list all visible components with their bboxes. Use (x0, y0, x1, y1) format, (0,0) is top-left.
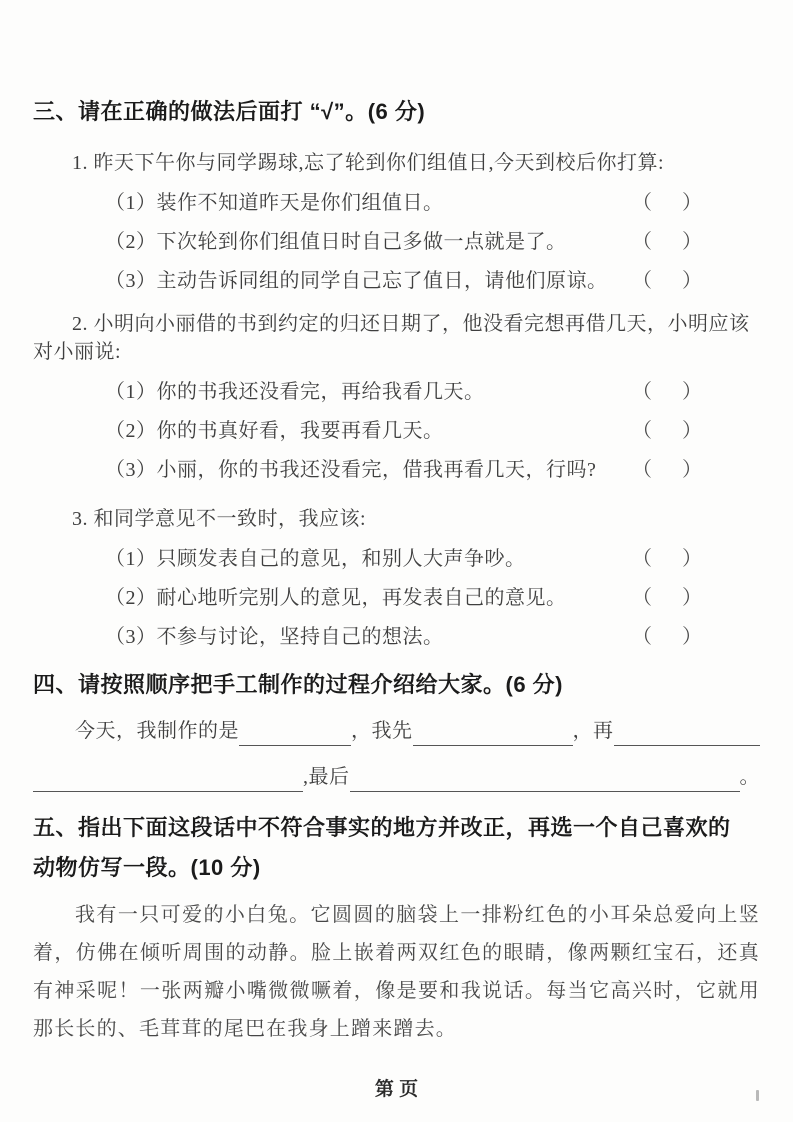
fill-text-1: 今天，我制作的是 (75, 720, 239, 742)
q2-option-row-1 (33, 379, 760, 405)
q1-option-2-text: （2）下次轮到你们组值日时自己多做一点就是了。 (105, 231, 567, 253)
q3-option-row-3 (33, 624, 760, 650)
q2-option-3-answer-bracket[interactable]: （ ） (632, 459, 702, 481)
section-five-title-line-1: 五、指出下面这段话中不符合事实的地方并改正，再选一个自己喜欢的 (33, 815, 731, 840)
q2-option-3-text: （3）小丽，你的书我还没看完，借我再看几天，行吗? (105, 459, 597, 481)
fill-text-4: ,最后 (303, 766, 350, 788)
q2-stem: 2. 小明向小丽借的书到约定的归还日期了，他没看完想再借几天，小明应该对小丽说: (33, 313, 750, 363)
q2-option-1-text: （1）你的书我还没看完，再给我看几天。 (105, 381, 485, 403)
q2-option-row-2 (33, 418, 760, 444)
rabbit-paragraph: 我有一只可爱的小白兔。它圆圆的脑袋上一排粉红色的小耳朵总爱向上竖着，仿佛在倾听周围的动静。脸上嵌着两双红色的眼睛，像两颗红宝石，还真有神采呢！一张两瓣小嘴微微噘着，像是要和我说话。每当它高兴时，它就用那长长的、毛茸茸的尾巴在我身上蹭来蹭去。 (33, 904, 760, 1040)
q3-option-1-answer-bracket[interactable]: （ ） (632, 548, 702, 570)
q2-option-2-text: （2）你的书真好看，我要再看几天。 (105, 420, 444, 442)
q3-option-2-answer-bracket[interactable]: （ ） (632, 587, 702, 609)
q1-option-row-3 (33, 268, 760, 294)
blank-line-4[interactable] (33, 765, 303, 792)
q3-option-row-2 (33, 585, 760, 611)
section-five-title-line-2: 动物仿写一段。(10 分) (33, 855, 261, 880)
fill-in-line-2 (33, 762, 760, 792)
section-three-title: 三、请在正确的做法后面打 “√”。(6 分) (33, 99, 426, 124)
q3-stem: 3. 和同学意见不一致时，我应该: (72, 508, 367, 530)
blank-line-3[interactable] (614, 719, 761, 746)
worksheet-content (33, 0, 760, 1048)
blank-line-2[interactable] (413, 719, 573, 746)
q1-option-1-text: （1）装作不知道昨天是你们组值日。 (105, 192, 444, 214)
q3-option-3-text: （3）不参与讨论，坚持自己的想法。 (105, 626, 444, 648)
section-four-title: 四、请按照顺序把手工制作的过程介绍给大家。(6 分) (33, 672, 564, 697)
q3-option-1-text: （1）只顾发表自己的意见，和别人大声争吵。 (105, 548, 526, 570)
q1-stem: 1. 昨天下午你与同学踢球,忘了轮到你们组值日,今天到校后你打算: (72, 152, 665, 174)
scan-artifact-mark (756, 1090, 759, 1101)
q1-option-3-text: （3）主动告诉同组的同学自己忘了值日，请他们原谅。 (105, 270, 608, 292)
q2-option-2-answer-bracket[interactable]: （ ） (632, 420, 702, 442)
q1-option-2-answer-bracket[interactable]: （ ） (632, 231, 702, 253)
q2-option-row-3 (33, 457, 760, 483)
blank-line-1[interactable] (239, 719, 351, 746)
q2-option-1-answer-bracket[interactable]: （ ） (632, 381, 702, 403)
fill-in-line-1 (33, 716, 760, 746)
q3-option-3-answer-bracket[interactable]: （ ） (632, 626, 702, 648)
q3-option-row-1 (33, 546, 760, 572)
section-five-title (33, 808, 760, 888)
q1-option-3-answer-bracket[interactable]: （ ） (632, 270, 702, 292)
blank-line-5[interactable] (350, 765, 740, 792)
fill-text-3: ，再 (572, 720, 614, 742)
q1-option-row-2 (33, 229, 760, 255)
page-footer-label: 第 页 (374, 1079, 419, 1100)
q1-option-row-1 (33, 190, 760, 216)
fill-text-2: ，我先 (351, 720, 413, 742)
fill-text-5: 。 (739, 766, 760, 788)
q3-option-2-text: （2）耐心地听完别人的意见，再发表自己的意见。 (105, 587, 567, 609)
q1-option-1-answer-bracket[interactable]: （ ） (632, 192, 702, 214)
